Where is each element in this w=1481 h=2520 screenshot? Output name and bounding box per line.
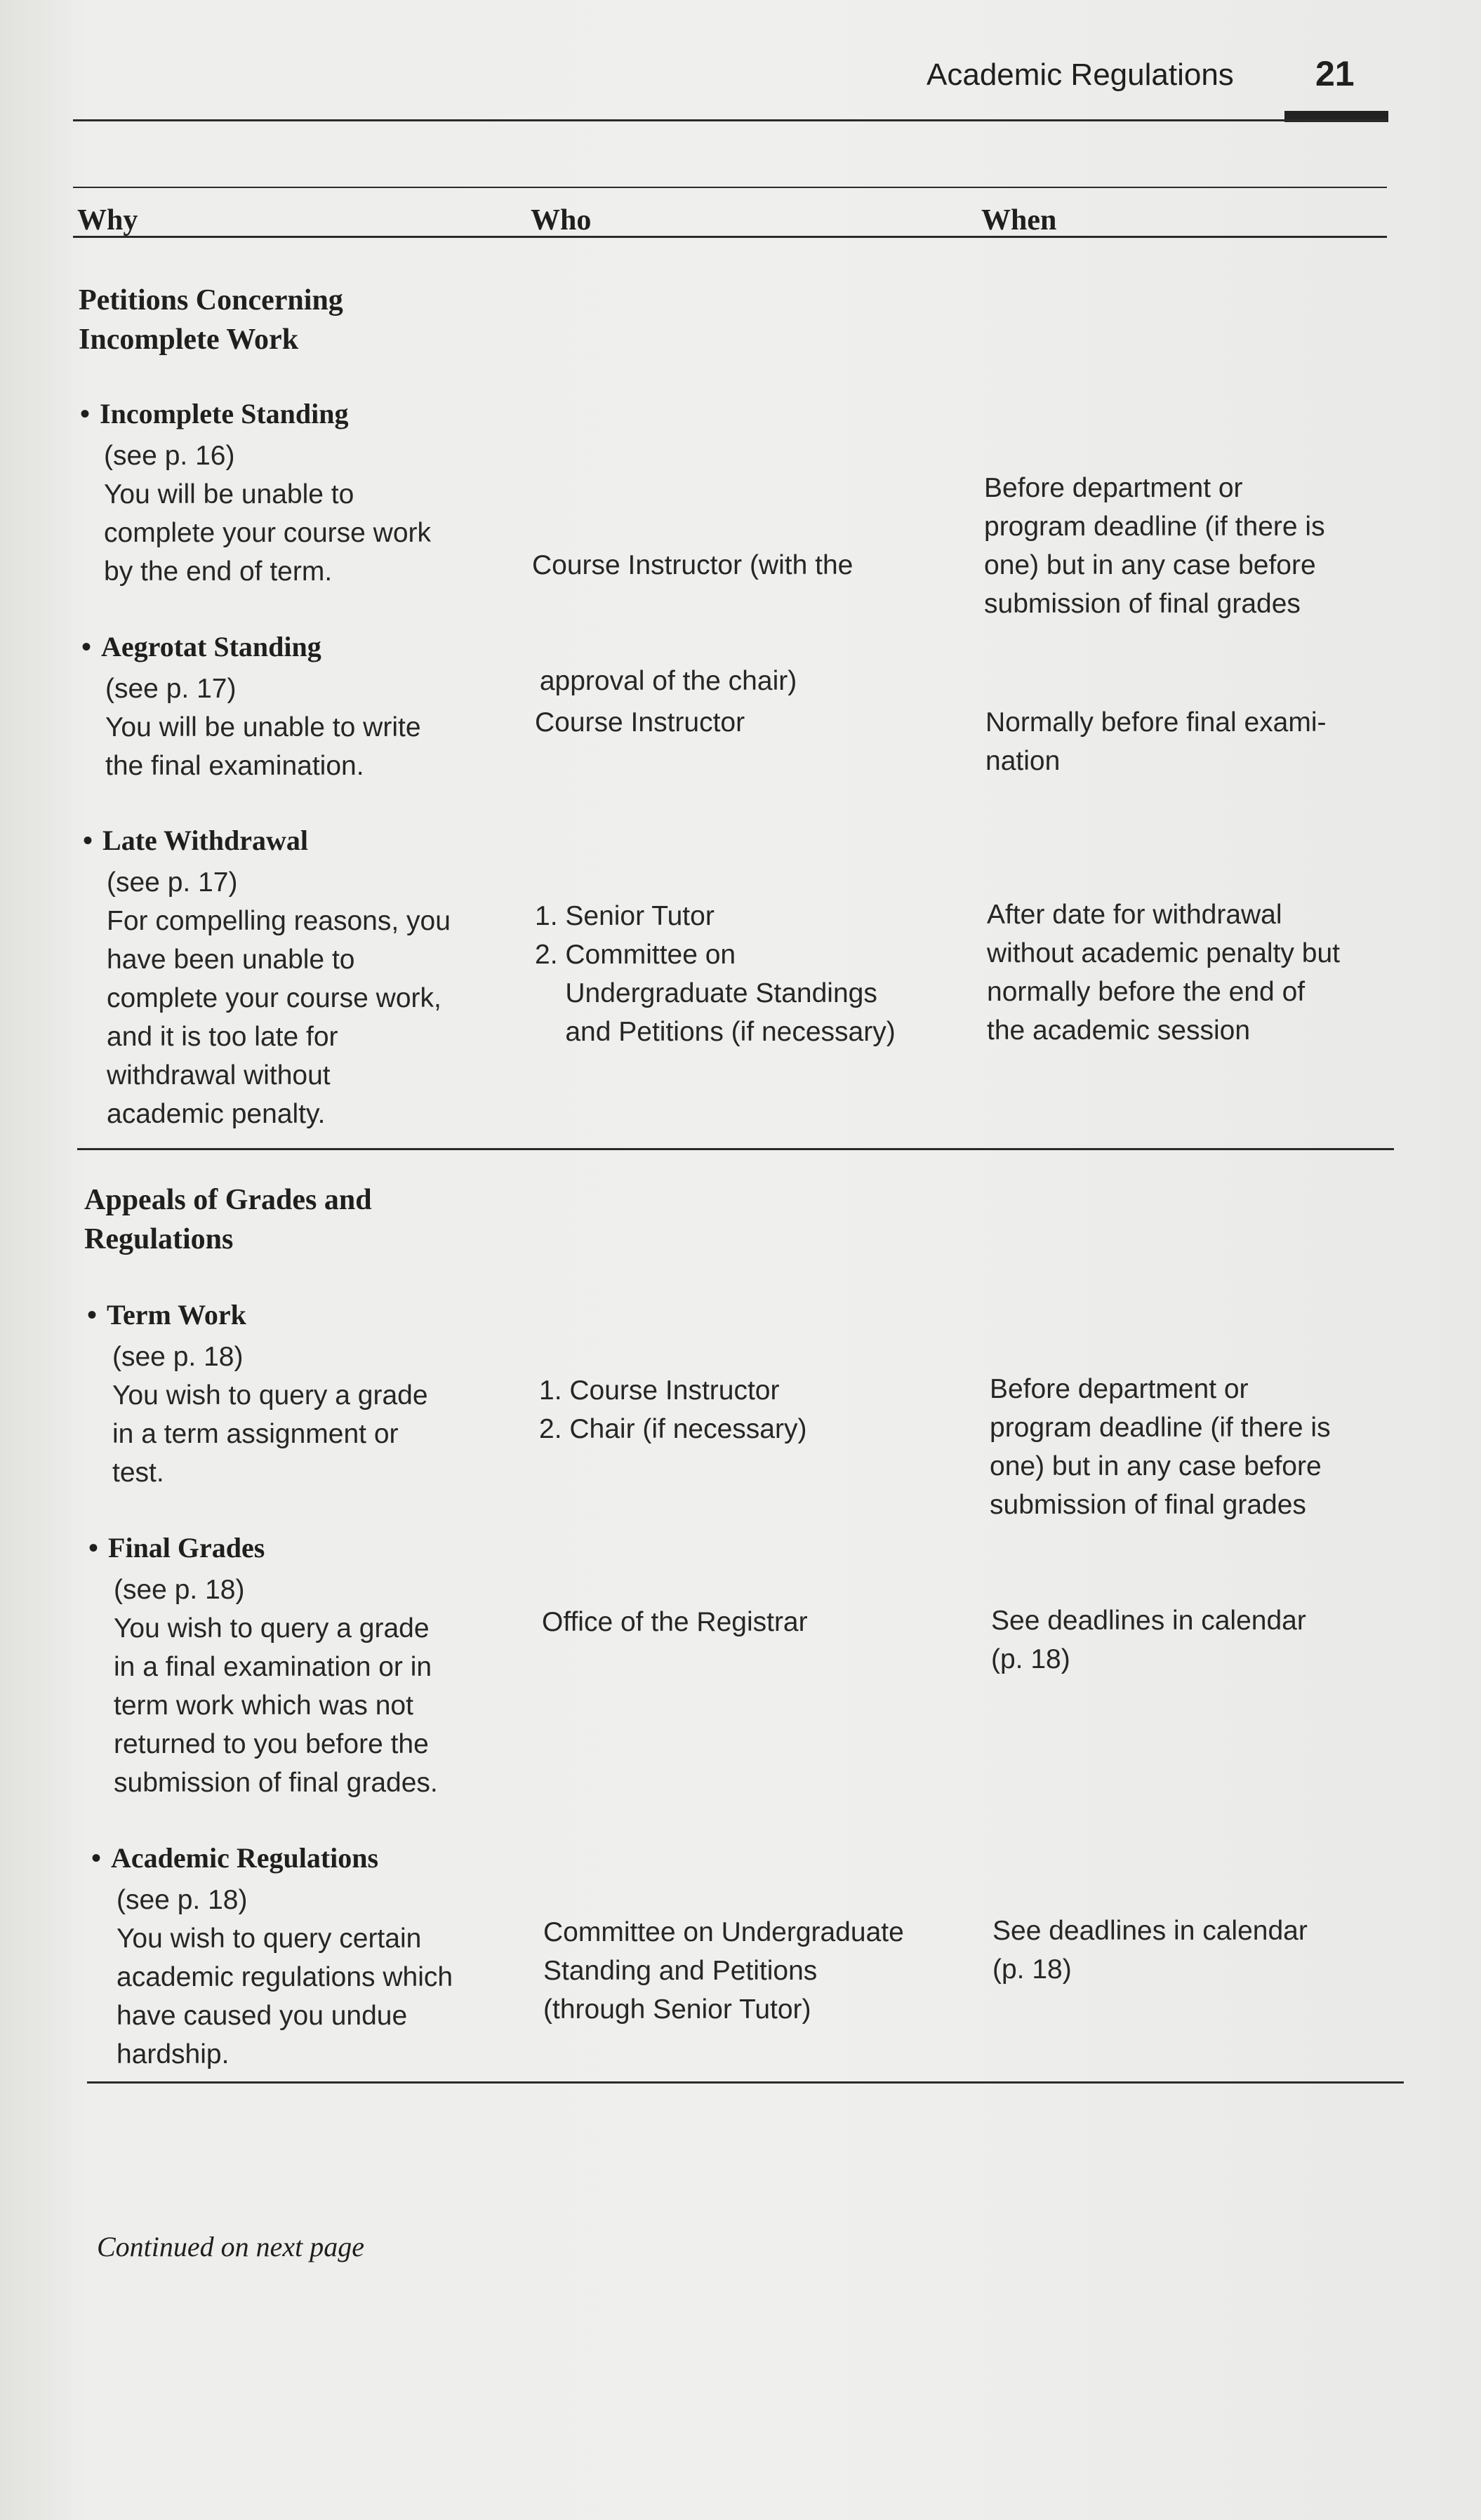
section-heading: Appeals of Grades and Regulations [84,1184,372,1255]
bullet-icon: • [91,1842,102,1874]
item-when-text: After date for withdrawal without academic penalty but normally before the end of the academic session [987,900,1340,1046]
page-number: 21 [1315,54,1355,93]
item-who-text: Course Instructor [535,707,745,738]
item-title: • Late Withdrawal [83,825,309,856]
column-header-when: When [981,204,1057,236]
item-who-text: Office of the Registrar [542,1607,808,1637]
item-why-text: (see p. 16) You will be unable to complete your course work by the end of term. [104,441,432,587]
item-who-text: 1. Senior Tutor 2. Committee on Undergraduate Standings and Petitions (if necessary) [535,901,896,1047]
section-divider [77,1148,1394,1150]
item-title: • Academic Regulations [91,1842,379,1874]
item-why-text: (see p. 18) You wish to query certain academic regulations which have caused you undue hardship. [117,1885,453,2069]
item-why-text: (see p. 18) You wish to query a grade in a final examination or in term work which was not returned to you before the submission of final grades. [114,1575,438,1798]
item-who-text: 1. Course Instructor 2. Chair (if necessary) [539,1375,807,1444]
item-when-text: Normally before final exami- nation [985,707,1327,776]
continued-note: Continued on next page [97,2231,365,2262]
bullet-icon: • [81,631,92,662]
item-when-text: See deadlines in calendar (p. 18) [991,1606,1306,1674]
item-title: • Incomplete Standing [80,398,349,429]
section-heading: Petitions Concerning Incomplete Work [79,284,343,356]
item-why-text: (see p. 17) For compelling reasons, you have been unable to complete your course work, and it is too late for withdrawal without academic penalty. [107,867,451,1129]
bullet-icon: • [88,1532,99,1564]
running-header-title: Academic Regulations [927,58,1234,92]
bullet-icon: • [87,1299,98,1331]
column-header-rule [73,236,1387,238]
column-header-why: Why [77,204,138,236]
bullet-icon: • [83,825,93,856]
item-title: • Term Work [87,1299,246,1331]
item-when-text: Before department or program deadline (if there is one) but in any case before submission of final grades [990,1374,1331,1520]
item-title: • Final Grades [88,1532,265,1564]
item-why-text: (see p. 17) You will be unable to write the final examination. [105,674,421,781]
header-rule [73,119,1387,121]
item-when-text: Before department or program deadline (if there is one) but in any case before submission of final grades [984,473,1325,619]
table-top-rule [73,187,1387,188]
item-who-text: Course Instructor (with the approval of the chair) [532,550,854,696]
item-title: • Aegrotat Standing [81,631,321,662]
bullet-icon: • [80,398,91,429]
item-who-text: Committee on Undergraduate Standing and Petitions (through Senior Tutor) [543,1917,904,2025]
item-when-text: See deadlines in calendar (p. 18) [992,1916,1308,1985]
column-header-who: Who [531,204,592,236]
section-divider [87,2081,1404,2084]
item-why-text: (see p. 18) You wish to query a grade in a term assignment or test. [112,1342,428,1488]
